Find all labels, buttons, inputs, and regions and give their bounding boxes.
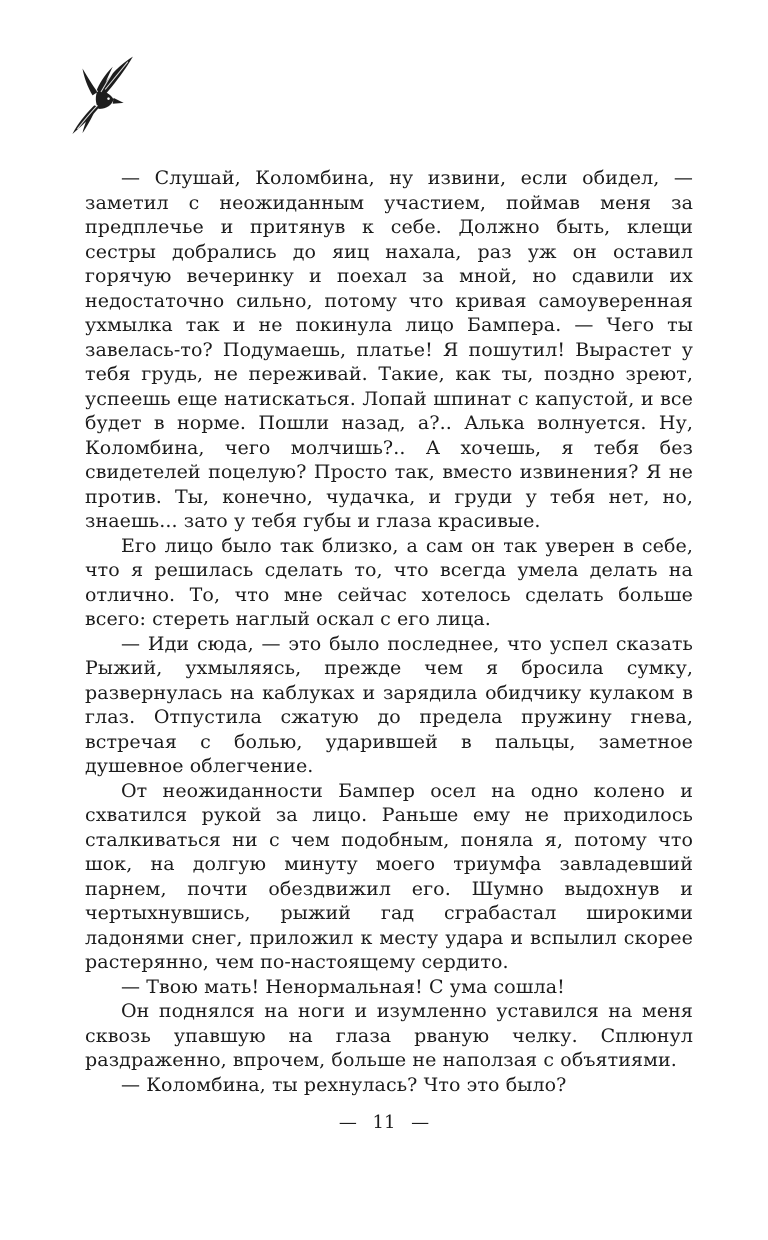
bird-ornament	[64, 55, 148, 139]
body-text	[85, 166, 693, 1097]
page-number: — 11 —	[338, 1112, 430, 1133]
paragraph-dialogue-7: — Коломбина, ты рехнулась? Что это было?	[121, 1073, 567, 1096]
paragraph-dialogue-5: — Твою мать! Ненормальная! С ума сошла!	[121, 975, 565, 998]
bird-ornament-icon	[64, 55, 148, 139]
paragraph-3: — Иди сюда, — это было последнее, что успел сказать Рыжий, ухмыляясь, прежде чем я бросила сумку, развернулась на каблуках и зарядила обидчику кулаком в глаз. Отпустила сжатую до предела пружину гнева, встречая с болью, ударившей в пальцы, заметное душевное облегчение.	[85, 632, 693, 777]
paragraph-6: Он поднялся на ноги и изумленно уставился на меня сквозь упавшую на глаза рваную челку. Сплюнул раздраженно, впрочем, больше не наползая с объятиями.	[85, 1000, 693, 1071]
paragraph-dialogue-1: — Слушай, Коломбина, ну извини, если обидел, — заметил с неожиданным участием, поймав меня за предплечье и притянув к себе. Должно быть, клещи сестры добрались до яиц нахала, раз уж он оставил горячую вечеринку и поехал за мной, но сдавили их недостаточно сильно, потому что кривая самоуверенная ухмылка так и не покинула лицо Бампера. — Чего ты завелась-то? Подумаешь, платье! Я пошутил! Вырастет у тебя грудь, не переживай. Такие, как ты, поздно зреют, успеешь еще натискаться. Лопай шпинат с капустой, и все будет в норме. Пошли назад, а?.. Алька волнуется. Ну, Коломбина, чего молчишь?.. А хочешь, я тебя без свидетелей поцелую? Просто так, вместо извинения? Я не против. Ты, конечно, чудачка, и груди у тебя нет, но, знаешь... зато у тебя губы и глаза красивые.	[85, 167, 693, 532]
paragraph-4: От неожиданности Бампер осел на одно колено и схватился рукой за лицо. Раньше ему не приходилось сталкиваться ни с чем подобным, поняла я, потому что шок, на долгую минуту моего триумфа завладевший парнем, почти обездвижил его. Шумно выдохнув и чертыхнувшись, рыжий гад сграбастал широкими ладонями снег, приложил к месту удара и вспылил скорее растерянно, чем по-настоящему сердито.	[85, 779, 693, 973]
paragraph-2: Его лицо было так близко, а сам он так уверен в себе, что я решилась сделать то, что всегда умела делать на отлично. То, что мне сейчас хотелось сделать больше всего: стереть наглый оскал с его лица.	[85, 534, 693, 630]
